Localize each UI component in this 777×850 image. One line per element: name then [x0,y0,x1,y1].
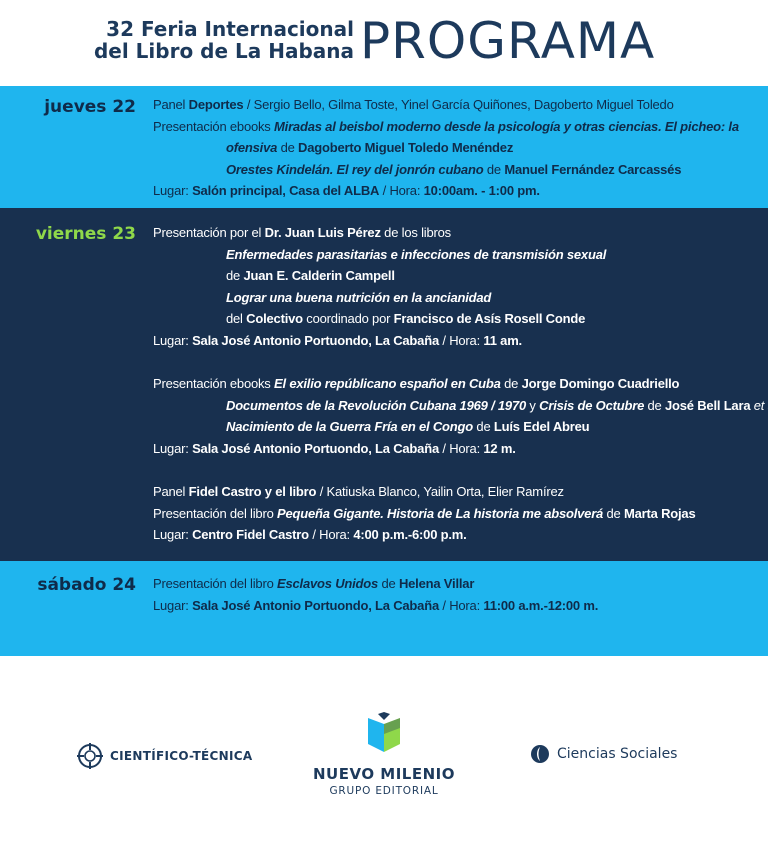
event-line: Presentación del libro Esclavos Unidos de Helena Villar [153,576,475,591]
event-line: Orestes Kindelán. El rey del jonrón cubano de Manuel Fernández Carcassés [226,161,682,177]
day-band-viernes [0,208,777,561]
day-band-sabado [0,561,768,656]
event-venue-line: Lugar: Centro Fidel Castro / Hora: 4:00 p.m.-6:00 p.m. [153,527,467,542]
event-line: de Juan E. Calderin Campell [226,268,395,283]
event-line: Presentación por el Dr. Juan Luis Pérez de los libros [153,225,451,240]
header [0,0,768,86]
event-line: Lograr una buena nutrición en la ancianidad [226,289,492,305]
cientifico-tecnica-logo-icon [76,742,104,770]
fair-title-line2: del Libro de La Habana [93,39,354,63]
day-label-viernes: viernes 23 [35,224,136,244]
event-line: del Colectivo coordinado por Francisco de Asís Rosell Conde [226,311,586,326]
event-line: Enfermedades parasitarias e infecciones de transmisión sexual [226,246,607,262]
day-label-jueves: jueves 22 [44,97,136,117]
event-line: Panel Deportes / Sergio Bello, Gilma Toste, Yinel García Quiñones, Dagoberto Miguel Toledo [153,97,674,112]
event-line: Presentación ebooks El exilio repúblicano español en Cuba de Jorge Domingo Cuadriello [153,376,680,391]
event-line: Nacimiento de la Guerra Fría en el Congo de Luís Edel Abreu [226,419,590,434]
event-line: Presentación ebooks Miradas al beisbol moderno desde la psicología y otras ciencias. El picheo: la [153,118,739,134]
ciencias-sociales-label: Ciencias Sociales [557,746,678,762]
nuevo-milenio-label: NUEVO MILENIO [313,765,455,783]
cientifico-tecnica-label: CIENTÍFICO-TÉCNICA [110,749,253,763]
event-venue-line: Lugar: Sala José Antonio Portuondo, La Cabaña / Hora: 12 m. [153,440,516,456]
event-line: ofensiva de Dagoberto Miguel Toledo Menéndez [226,140,514,155]
ciencias-sociales-logo-icon [530,744,550,764]
fair-title-line1: 32 Feria Internacional [106,17,354,41]
event-line: Documentos de la Revolución Cubana 1969 / 1970 y Crisis de Octubre de José Bell Lara et al [226,397,777,413]
event-line: Presentación del libro Pequeña Gigante. Historia de La historia me absolverá de Marta Rojas [153,505,696,521]
spacer [153,459,764,481]
nuevo-milenio-book-icon [364,712,404,756]
cientifico-tecnica-logo [76,742,252,770]
day-events-jueves [153,94,764,202]
programa-heading: PROGRAMA [360,12,656,70]
event-venue-line: Lugar: Salón principal, Casa del ALBA / Hora: 10:00am. - 1:00 pm. [153,183,540,198]
day-events-sabado [153,573,764,616]
fair-title [60,18,354,62]
nuevo-milenio-logo [300,712,468,797]
ciencias-sociales-logo [530,744,677,764]
event-venue-line: Lugar: Sala José Antonio Portuondo, La Cabaña / Hora: 11:00 a.m.-12:00 m. [153,597,599,613]
event-line: Panel Fidel Castro y el libro / Katiuska Blanco, Yailin Orta, Elier Ramírez [153,484,564,499]
grupo-editorial-label: GRUPO EDITORIAL [329,785,439,797]
day-label-sabado: sábado 24 [37,575,136,595]
day-events-viernes [153,222,777,546]
event-venue-line: Lugar: Sala José Antonio Portuondo, La Cabaña / Hora: 11 am. [153,332,522,348]
day-band-jueves [0,86,768,208]
footer-logos [0,656,768,850]
spacer [153,351,764,373]
